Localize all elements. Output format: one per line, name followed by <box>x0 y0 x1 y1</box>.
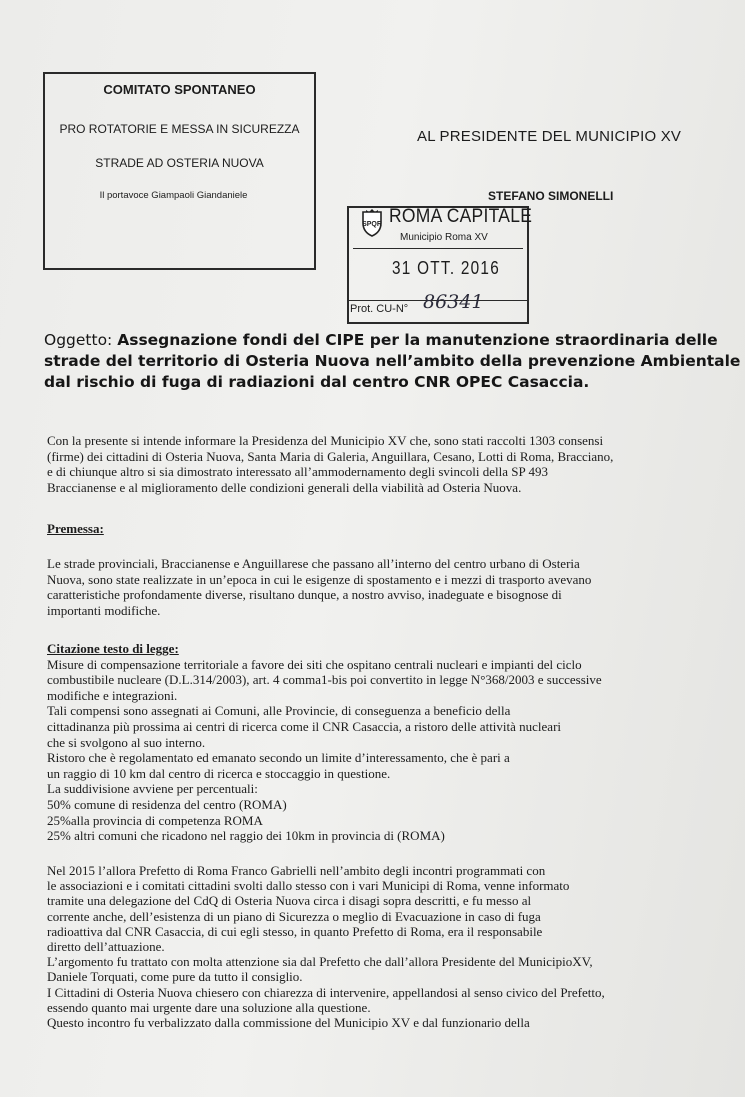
text-line: un raggio di 10 km dal centro di ricerca e stoccaggio in questione. <box>47 765 391 781</box>
committee-box <box>43 72 316 270</box>
subject-block <box>44 330 741 393</box>
closing-paragraph <box>47 863 717 1030</box>
premessa-paragraph <box>47 556 717 618</box>
subject-line: Assegnazione fondi del CIPE per la manutenzione straordinaria delle <box>117 331 718 349</box>
section-heading: Premessa: <box>47 521 104 536</box>
text-line: Daniele Torquati, come pure da tutto il consiglio. <box>47 969 303 985</box>
stamp-protocol-label: Prot. CU-N° <box>350 303 409 315</box>
committee-line-1: PRO ROTATORIE E MESSA IN SICUREZZA <box>59 122 300 136</box>
text-line: Questo incontro fu verbalizzato dalla commissione del Municipio XV e dal funzionario della <box>47 1015 530 1031</box>
text-line: combustibile nucleare (D.L.314/2003), art. 4 comma1-bis poi convertito in legge N°368/2003 e successive <box>47 672 602 688</box>
text-line: L’argomento fu trattato con molta attenzione sia dal Prefetto che dall’allora Presidente del MunicipioXV, <box>47 954 593 970</box>
committee-spokesperson: Il portavoce Giampaoli Giandaniele <box>99 190 248 201</box>
roma-crest-icon <box>361 209 383 237</box>
text-line: Ristoro che è regolamentato ed emanato secondo un limite d’interessamento, che è pari a <box>47 750 510 766</box>
text-line: (firme) dei cittadini di Osteria Nuova, Santa Maria di Galeria, Anguillara, Cesano, Lotti di Roma, Bracciano, <box>47 448 614 464</box>
text-line: che si svolgono al suo interno. <box>47 734 206 750</box>
subject-line: strade del territorio di Osteria Nuova nell’ambito della prevenzione Ambientale <box>44 352 741 370</box>
text-line: Braccianense e al miglioramento delle condizioni generali della viabilità ad Osteria Nuova. <box>47 479 522 495</box>
text-line: essendo quanto mai urgente dare una soluzione alla questione. <box>47 999 371 1015</box>
text-line: radioattiva dal CNR Casaccia, di cui egli stesso, in quanto Prefetto di Roma, era il responsabile <box>47 923 543 939</box>
text-line: e di chiunque altro si sia dimostrato interessato all’ammodernamento degli svincoli della SP 493 <box>47 464 548 480</box>
subject-label: Oggetto: <box>44 331 113 349</box>
text-line: Le strade provinciali, Braccianense e Anguillarese che passano all’interno del centro urbano di Osteria <box>47 556 580 571</box>
text-line: 25%alla provincia di competenza ROMA <box>47 812 263 828</box>
stamp-protocol-number: 86341 <box>423 291 484 313</box>
text-line: importanti modifiche. <box>47 602 161 618</box>
subject-line: dal rischio di fuga di radiazioni dal centro CNR OPEC Casaccia. <box>44 373 590 391</box>
text-line: 50% comune di residenza del centro (ROMA) <box>47 796 287 812</box>
stamp-title: ROMA CAPITALE <box>389 206 533 227</box>
text-line: Tali compensi sono assegnati ai Comuni, alle Provincie, di conseguenza a beneficio della <box>47 703 511 719</box>
recipient-title: AL PRESIDENTE DEL MUNICIPIO XV <box>417 128 682 145</box>
text-line: Con la presente si intende informare la Presidenza del Municipio XV che, sono stati raccolti 1303 consensi <box>47 433 604 448</box>
text-line: tramite una delegazione del CdQ di Osteria Nuova circa i disagi sopra descritti, e fu messo al <box>47 893 532 909</box>
text-line: Nuova, sono state realizzate in un’epoca in cui le esigenze di spostamento e i mezzi di trasporto avevano <box>47 571 592 587</box>
svg-text:SPQR: SPQR <box>362 221 382 228</box>
section-heading: Citazione testo di legge: <box>47 641 179 656</box>
text-line: I Cittadini di Osteria Nuova chiesero con chiarezza di intervenire, appellandosi al senso civico del Prefetto, <box>47 984 605 1000</box>
text-line: Nel 2015 l’allora Prefetto di Roma Franco Gabrielli nell’ambito degli incontri programmati con <box>47 863 546 878</box>
text-line: Misure di compensazione territoriale a favore dei siti che ospitano centrali nucleari e impianti del ciclo <box>47 656 582 672</box>
committee-line-2: STRADE AD OSTERIA NUOVA <box>95 156 264 170</box>
recipient-name: STEFANO SIMONELLI <box>488 189 614 203</box>
text-line: le associazioni e i comitati cittadini svolti dallo stesso con i vari Municipi di Roma, venne informato <box>47 878 570 894</box>
stamp-subtitle: Municipio Roma XV <box>400 232 488 243</box>
text-line: cittadinanza più prossima ai centri di ricerca come il CNR Casaccia, a ristoro delle attività nucleari <box>47 718 562 734</box>
stamp-date: 31 OTT. 2016 <box>392 258 501 278</box>
text-line: diretto dell’attuazione. <box>47 939 165 955</box>
committee-title: COMITATO SPONTANEO <box>103 82 256 97</box>
text-line: corrente anche, dell’esistenza di un piano di Sicurezza o meglio di Evacuazione in caso di fuga <box>47 908 541 924</box>
premessa-section <box>47 521 717 537</box>
text-line: La suddivisione avviene per percentuali: <box>47 781 258 797</box>
text-line: modifiche e integrazioni. <box>47 687 178 703</box>
text-line: caratteristiche profondamente diverse, risultano dunque, a nostro avviso, inadeguate e bisognose di <box>47 587 562 603</box>
text-line: 25% altri comuni che ricadono nel raggio dei 10km in provincia di (ROMA) <box>47 828 445 844</box>
intro-paragraph <box>47 433 717 495</box>
citazione-section <box>47 641 717 844</box>
